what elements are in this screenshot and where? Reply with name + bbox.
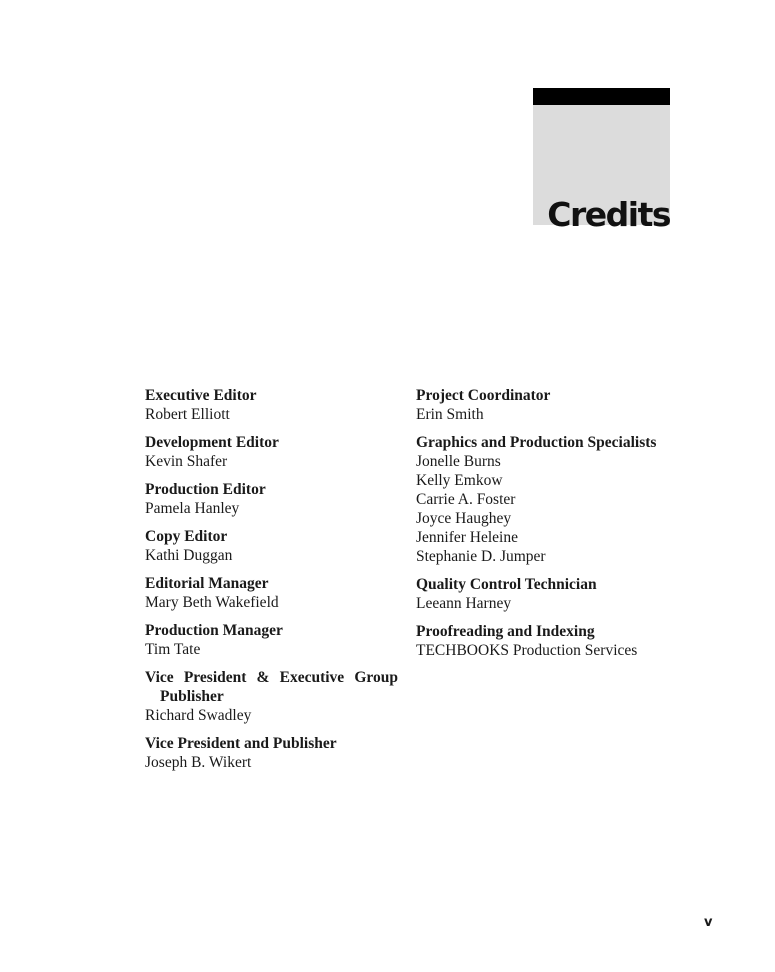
credit-entry (145, 480, 398, 518)
credit-entry (416, 575, 696, 613)
credit-entry (416, 433, 696, 566)
credit-entry (145, 668, 398, 725)
credit-role: Development Editor (145, 434, 279, 451)
credit-entry (145, 574, 398, 612)
credit-name: Tim Tate (145, 641, 201, 658)
credit-role: Copy Editor (145, 528, 228, 545)
credit-name: Jennifer Heleine (416, 529, 518, 546)
credit-name: Erin Smith (416, 406, 484, 423)
credit-role: Graphics and Production Specialists (416, 434, 657, 451)
credit-name: Robert Elliott (145, 406, 230, 423)
credit-name: Richard Swadley (145, 707, 252, 724)
credit-entry (145, 734, 398, 772)
credit-role: Executive Editor (145, 387, 257, 404)
credits-left-column (145, 386, 398, 781)
credit-entry (416, 622, 696, 660)
credit-role: Editorial Manager (145, 575, 269, 592)
credit-name: TECHBOOKS Production Services (416, 642, 638, 659)
credit-role: Vice President & Executive Group Publisher (145, 669, 398, 705)
title-bar (533, 88, 670, 105)
page-number: v (704, 915, 713, 930)
credit-entry (145, 621, 398, 659)
credit-role: Production Editor (145, 481, 266, 498)
credit-role: Project Coordinator (416, 387, 551, 404)
credits-right-column (416, 386, 696, 669)
credit-name: Kevin Shafer (145, 453, 228, 470)
credit-entry (145, 433, 398, 471)
credit-name: Stephanie D. Jumper (416, 548, 546, 565)
credit-name: Leeann Harney (416, 595, 512, 612)
credit-name: Carrie A. Foster (416, 491, 516, 508)
credit-name: Jonelle Burns (416, 453, 501, 470)
credit-entry (416, 386, 696, 424)
credit-role: Vice President and Publisher (145, 735, 337, 752)
credit-name: Pamela Hanley (145, 500, 240, 517)
credit-entry (145, 527, 398, 565)
page-title: Credits (547, 195, 670, 234)
credit-role: Production Manager (145, 622, 283, 639)
credit-role: Proofreading and Indexing (416, 623, 595, 640)
credit-role: Quality Control Technician (416, 576, 597, 593)
credit-entry (145, 386, 398, 424)
credit-name: Mary Beth Wakefield (145, 594, 279, 611)
credit-name: Kathi Duggan (145, 547, 233, 564)
credit-name: Joyce Haughey (416, 510, 512, 527)
credit-name: Kelly Emkow (416, 472, 503, 489)
chapter-title-block (533, 88, 670, 234)
credit-name: Joseph B. Wikert (145, 754, 252, 771)
